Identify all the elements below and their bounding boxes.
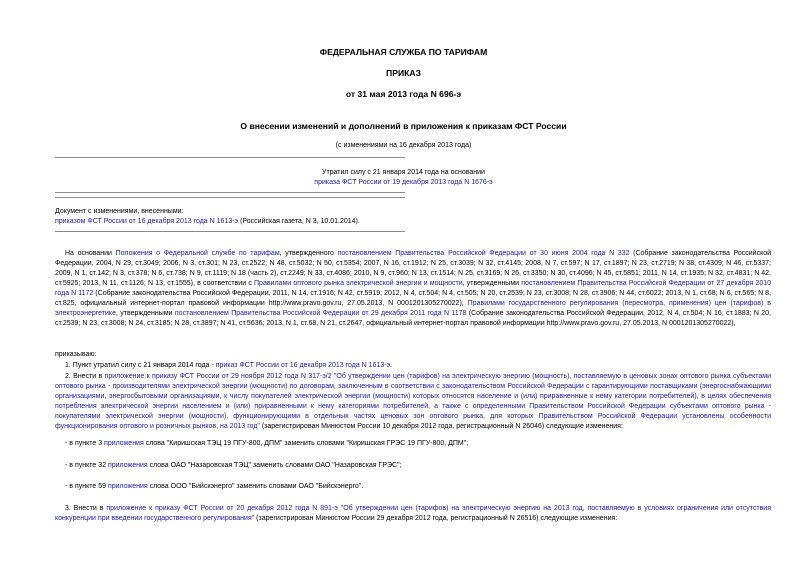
text-fragment: слова "Киришская ТЭЦ 19 ПГУ-800, ДПМ" заменить словами "Киришская ГРЭС 19 ПГУ-800, ДПМ"; [143,440,469,447]
text-fragment: 1. Пункт утратил силу с 21 января 2014 года - [65,362,216,369]
expiry-note: Утратил силу с 21 января 2014 года на основании [322,169,485,176]
pricing-rules-link[interactable]: Правилами государственного регулирования (пересмотра, применения) цен (тарифов) в электроэнергетике [55,300,771,317]
text-fragment: , утвержденными [115,310,175,317]
text-fragment: - в пункте 32 [65,462,108,469]
divider [55,192,405,193]
list-item [65,482,363,492]
changes-source: (Российская газета, N 3, 10.01.2014). [238,218,360,225]
changes-order-link[interactable]: приказом ФСТ России от 16 декабря 2013 года N 1613-э [55,218,239,225]
agency-name: ФЕДЕРАЛЬНАЯ СЛУЖБА ПО ТАРИФАМ [319,47,488,57]
appendix-order-link[interactable]: приложение к приказу ФСТ России от 29 ноября 2012 года N 317-э/2 "Об утверждении цен (тарифов) на электрическую энергию (мощность), поставляемую в ценовых зонах оптового рынка субъектами оптового рынка - производителями электрической энергии (мощности) по договорам, заключенным в соответствии с законодательством Российской Федерации с гарантирующими поставщиками (энергоснабжающими организациями, энергосбытовыми организациями, к числу покупателей электрической энергии (мощности) которых относятся население и (или) приравненные к нему категории потребителей), в целях обеспечения потребления электрической энергии населением и (или) приравненными к нему категориями потребителей, а также с определенными Правительством Российской Федерации субъектами оптового рынка - покупателями электрической энергии (мощности), функционирующими в отдельных частях ценовых зон оптового рынка, для которых Правительством Российской Федерации установлены особенности функционирования оптового и розничных рынков, на 2013 год" [55,373,772,430]
text-fragment: , утвержденного [279,250,338,257]
divider [55,197,405,198]
text-fragment: слова ОАО "Назаровская ТЭЦ" заменить словами ОАО "Назаровская ГРЭС"; [147,462,402,469]
document-type: ПРИКАЗ [386,68,421,78]
appendix-link[interactable]: приложения [107,483,148,490]
text-fragment: . [390,362,393,369]
text-fragment: На основании [65,250,116,257]
text-fragment: (зарегистрирован Минюстом России 10 декабря 2012 года, регистрационный N 26046) следующие изменения: [259,423,623,430]
appendix-link[interactable]: приложения [104,440,144,447]
text-fragment: 3. Внести в [65,505,107,512]
text-fragment: (зарегистрирован Минюстом России 29 декабря 2012 года, регистрационный N 26516) следующие изменения: [254,515,618,522]
changes-line [55,217,360,227]
order-word: приказываю: [55,351,97,358]
page-title: О внесении изменений и дополнений в приложения к приказам ФСТ России [240,121,567,131]
expiry-link-wrap [0,178,807,188]
appendix-link[interactable]: приложения [107,462,148,469]
preamble-paragraph [55,249,771,329]
document-date-number: от 31 мая 2013 года N 696-э [345,89,462,99]
text-fragment: (Собрание законодательства Российской Федерации, 2011, N 14, ст.1916; N 42, ст.5919; 2012, N 4, ст.504; N 4, ст.505; N 20, ст.2539; N 23, ст.3008; N 28, ст.3906; N 44, ст.6022; 2013, N 1, ст.68; N 6, ст.565; N 8, ст.825, официальный интернет-портал правовой информации http://www.pravo.gov.ru, 27.05.2013, N 0001201305270022), [55,290,771,307]
market-rules-link[interactable]: Правилами оптового рынка электрической энергии и мощности [254,280,463,287]
repeal-order-link[interactable]: приказ ФСТ России от 16 декабря 2013 года N 1613-э [215,362,391,369]
list-item [65,439,468,449]
decree-link[interactable]: постановлением Правительства Российской Федерации от 30 июня 2004 года N 332 [337,250,630,257]
text-fragment: , утвержденными [462,280,522,287]
divider [55,231,405,232]
text-fragment: (Собрание законодательства Российской Федерации, 2004, N 29, ст.3049; 2006, N 3, ст.301; N 23, ст.2522; N 48, ст.5032; N 50, ст.5354; 2007, N 16, ст.1912; N 25, ст.3039; N 32, ст.4145; 2008, N 7, ст.597; N 17, ст.1897; N 23, ст.2719; N 38, ст.4309; N 46, ст.5337; 2009, N 1, ст.142; N 3, ст.378; N 6, ст.738; N 9, ст.1119; N 18 (часть 2), ст.2249; N 33, ст.4086; 2010, N 9, ст.960; N 13, ст.1514; N 25, ст.3169; N 26, ст.3350; N 30, ст.4096; N 45, ст.5851; 2011, N 14, ст.1935; N 32, ст.4831; N 42, ст.5925; 2013, N 11, ст.1126; N 13, ст.1555), в соответствии с [55,250,772,287]
text-fragment: слова ООО "Бийскэнерго" заменить словами ОАО "Бийскэнерго". [147,483,364,490]
text-fragment: 2. Внести в [65,373,105,380]
item-1 [65,361,392,371]
decree-link[interactable]: постановлением Правительства Российской Федерации от 29 декабря 2011 года N 1178 [174,310,467,317]
list-item [65,461,402,471]
decree-link[interactable]: постановлением Правительства Российской Федерации от 27 декабря 2010 года N 1172 [55,280,771,297]
text-fragment: (Собрание законодательства Российской Федерации, 2012, N 4, ст.504; N 16, ст.1883; N 20, ст.2539; N 23, ст.3008; N 24, ст.3185; N 28, ст.3897; N 41, ст.5636; 2013, N 1, ст.68, N 21, ст.2647, официальный интернет-портал правовой информации http://www.pravo.gov.ru, 27.05.2013, N 0001201305270022), [55,310,771,327]
regulation-link[interactable]: Положения о Федеральной службе по тарифам [115,250,280,257]
appendix-order-link[interactable]: приложение к приказу ФСТ России от 20 декабря 2012 года N 891-э "Об утверждении цен (тарифов) на электрическую энергию на 2013 год, поставляемую в условиях ограничения или отсутствия конкуренции при введении государственного регулирования" [55,505,772,522]
revision-note: (с изменениями на 16 декабря 2013 года) [335,142,472,149]
expiry-order-link[interactable]: приказа ФСТ России от 19 декабря 2013 года N 1676-э [314,179,493,186]
changes-intro: Документ с изменениями, внесенными: [55,208,184,215]
text-fragment: - в пункте 3 [65,440,105,447]
divider [55,157,405,158]
text-fragment: - в пункте 59 [65,483,108,490]
item-3 [55,504,771,524]
item-2 [55,372,771,432]
